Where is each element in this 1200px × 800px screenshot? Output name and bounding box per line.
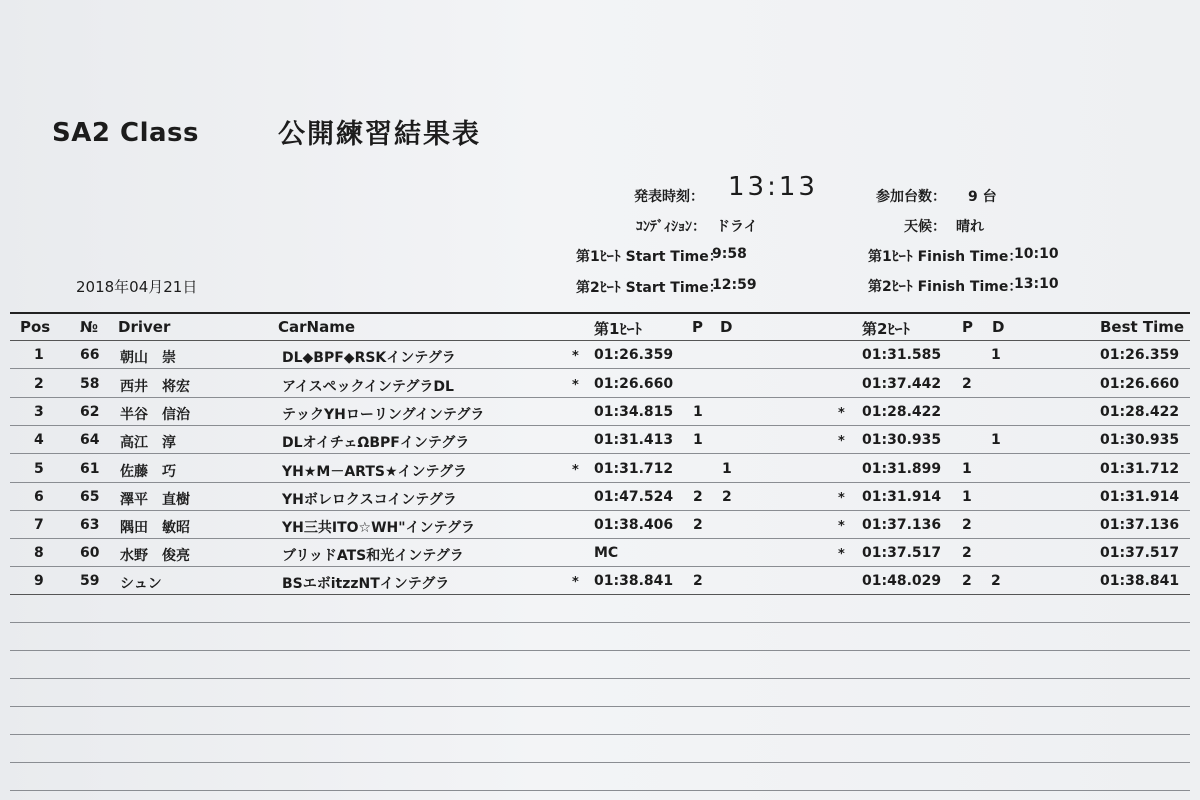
row-car-name: アイスペックインテグラDL [282, 379, 454, 395]
row-car-no: 58 [80, 376, 100, 392]
row-car-name: ブリッドATS和光インテグラ [282, 548, 464, 564]
row-divider [10, 566, 1190, 567]
row-car-no: 64 [80, 432, 100, 448]
empty-row-line [10, 678, 1190, 679]
announce-time-value: 13:13 [728, 172, 818, 202]
row-best-time: 01:30.935 [1100, 432, 1180, 448]
empty-row-line [10, 650, 1190, 651]
row-driver: 西井 将宏 [120, 379, 190, 395]
row-heat2-time: 01:48.029 [862, 573, 942, 589]
row-heat2-time: 01:37.517 [862, 545, 942, 561]
row-driver: 佐藤 巧 [120, 464, 176, 480]
row-driver: 高江 淳 [120, 435, 176, 451]
row-car-name: BSエボitzzNTインテグラ [282, 576, 450, 592]
row-best-time: 01:26.359 [1100, 347, 1180, 363]
weather-label: 天候： [904, 219, 946, 235]
row-heat1-time: 01:38.406 [594, 517, 674, 533]
row-driver: 隅田 敏昭 [120, 520, 190, 536]
condition-label: ｺﾝﾃﾞｨｼｮﾝ： [636, 219, 706, 235]
row-divider [10, 453, 1190, 454]
row-divider [10, 482, 1190, 483]
heat2-start-label: 第2ﾋｰﾄ Start Time： [576, 280, 723, 296]
row-heat1-time: 01:26.359 [594, 347, 674, 363]
empty-row-line [10, 622, 1190, 623]
row-car-no: 63 [80, 517, 100, 533]
row-car-name: DLオイチェΩBPFインテグラ [282, 435, 470, 451]
row-best-time: 01:38.841 [1100, 573, 1180, 589]
header-bottom-rule [10, 340, 1190, 341]
row-heat2-mark: * [838, 547, 845, 562]
row-car-name: YH三共ITO☆WH"インテグラ [282, 520, 475, 536]
row-pos: 9 [34, 573, 44, 589]
row-heat2-p: 2 [962, 545, 972, 561]
row-driver: シュン [120, 576, 162, 592]
row-divider [10, 538, 1190, 539]
row-heat1-d: 1 [722, 461, 732, 477]
row-car-name: YH★M－ARTS★インテグラ [282, 464, 467, 480]
row-best-time: 01:26.660 [1100, 376, 1180, 392]
row-heat2-p: 2 [962, 376, 972, 392]
heat2-finish-value: 13:10 [1014, 276, 1059, 292]
col-header-best-time: Best Time [1100, 318, 1185, 336]
row-heat1-time: 01:31.712 [594, 461, 674, 477]
empty-row-line [10, 790, 1190, 791]
table-top-rule [10, 312, 1190, 314]
row-heat1-time: 01:47.524 [594, 489, 674, 505]
row-heat2-time: 01:37.136 [862, 517, 942, 533]
empty-row-line [10, 734, 1190, 735]
row-heat1-p: 1 [693, 404, 703, 420]
entries-value: 9 台 [968, 189, 997, 205]
row-divider [10, 397, 1190, 398]
row-best-time: 01:37.517 [1100, 545, 1180, 561]
heat1-start-label: 第1ﾋｰﾄ Start Time： [576, 249, 723, 265]
row-heat2-p: 2 [962, 573, 972, 589]
row-heat1-time: 01:26.660 [594, 376, 674, 392]
col-header-carname: CarName [278, 318, 356, 336]
event-date: 2018年04月21日 [76, 278, 198, 296]
row-driver: 澤平 直樹 [120, 492, 190, 508]
row-heat1-mark: * [572, 463, 579, 478]
heat1-finish-label: 第1ﾋｰﾄ Finish Time： [868, 249, 1023, 265]
row-pos: 8 [34, 545, 44, 561]
row-heat2-mark: * [838, 519, 845, 534]
empty-row-line [10, 706, 1190, 707]
class-title: SA2 Class [52, 118, 199, 148]
row-heat1-p: 2 [693, 517, 703, 533]
row-divider [10, 368, 1190, 369]
weather-value: 晴れ [956, 219, 984, 235]
heat2-start-value: 12:59 [712, 277, 757, 293]
row-best-time: 01:28.422 [1100, 404, 1180, 420]
row-heat1-d: 2 [722, 489, 732, 505]
row-heat1-p: 2 [693, 489, 703, 505]
row-heat1-p: 2 [693, 573, 703, 589]
entries-label: 参加台数： [876, 189, 946, 205]
row-heat1-time: 01:38.841 [594, 573, 674, 589]
row-best-time: 01:31.712 [1100, 461, 1180, 477]
row-heat2-time: 01:30.935 [862, 432, 942, 448]
col-header-heat1: 第1ﾋｰﾄ [594, 320, 642, 338]
row-best-time: 01:37.136 [1100, 517, 1180, 533]
document-title: 公開練習結果表 [278, 119, 481, 150]
col-header-heat2-d: D [992, 318, 1005, 336]
row-car-name: DL◆BPF◆RSKインテグラ [282, 350, 456, 366]
col-header-driver: Driver [118, 318, 171, 336]
row-driver: 半谷 信治 [120, 407, 190, 423]
col-header-pos: Pos [20, 318, 51, 336]
row-heat2-time: 01:31.899 [862, 461, 942, 477]
row-pos: 3 [34, 404, 44, 420]
row-pos: 6 [34, 489, 44, 505]
col-header-no: № [80, 318, 99, 336]
row-car-no: 65 [80, 489, 100, 505]
row-heat2-p: 2 [962, 517, 972, 533]
col-header-heat1-d: D [720, 318, 733, 336]
empty-row-line [10, 762, 1190, 763]
row-heat2-time: 01:31.585 [862, 347, 942, 363]
row-heat2-d: 2 [991, 573, 1001, 589]
row-car-no: 62 [80, 404, 100, 420]
row-driver: 朝山 崇 [120, 350, 176, 366]
row-pos: 1 [34, 347, 44, 363]
row-heat1-mark: * [572, 378, 579, 393]
row-heat1-time: MC [594, 545, 619, 561]
row-car-no: 61 [80, 461, 100, 477]
table-bottom-rule [10, 594, 1190, 595]
row-car-name: テックYHローリングインテグラ [282, 407, 485, 423]
row-heat1-time: 01:34.815 [594, 404, 674, 420]
row-car-name: YHボレロクスコインテグラ [282, 492, 457, 508]
col-header-heat1-p: P [692, 318, 703, 336]
heat1-start-value: 9:58 [712, 246, 747, 262]
row-divider [10, 425, 1190, 426]
col-header-heat2-p: P [962, 318, 973, 336]
row-best-time: 01:31.914 [1100, 489, 1180, 505]
condition-value: ドライ [716, 219, 758, 235]
row-heat2-time: 01:31.914 [862, 489, 942, 505]
row-pos: 5 [34, 461, 44, 477]
row-heat2-d: 1 [991, 432, 1001, 448]
row-heat2-mark: * [838, 434, 845, 449]
row-heat1-time: 01:31.413 [594, 432, 674, 448]
row-heat1-mark: * [572, 575, 579, 590]
row-heat2-mark: * [838, 491, 845, 506]
row-heat2-mark: * [838, 406, 845, 421]
row-driver: 水野 俊亮 [120, 548, 190, 564]
heat1-finish-value: 10:10 [1014, 246, 1059, 262]
row-car-no: 66 [80, 347, 100, 363]
announce-time-label: 発表時刻： [634, 189, 704, 205]
row-divider [10, 510, 1190, 511]
row-heat2-d: 1 [991, 347, 1001, 363]
row-heat2-time: 01:28.422 [862, 404, 942, 420]
row-pos: 2 [34, 376, 44, 392]
row-car-no: 59 [80, 573, 100, 589]
row-heat2-p: 1 [962, 489, 972, 505]
row-pos: 7 [34, 517, 44, 533]
row-heat1-mark: * [572, 349, 579, 364]
row-car-no: 60 [80, 545, 100, 561]
row-heat1-p: 1 [693, 432, 703, 448]
heat2-finish-label: 第2ﾋｰﾄ Finish Time： [868, 279, 1023, 295]
row-pos: 4 [34, 432, 44, 448]
row-heat2-time: 01:37.442 [862, 376, 942, 392]
row-heat2-p: 1 [962, 461, 972, 477]
col-header-heat2: 第2ﾋｰﾄ [862, 320, 910, 338]
